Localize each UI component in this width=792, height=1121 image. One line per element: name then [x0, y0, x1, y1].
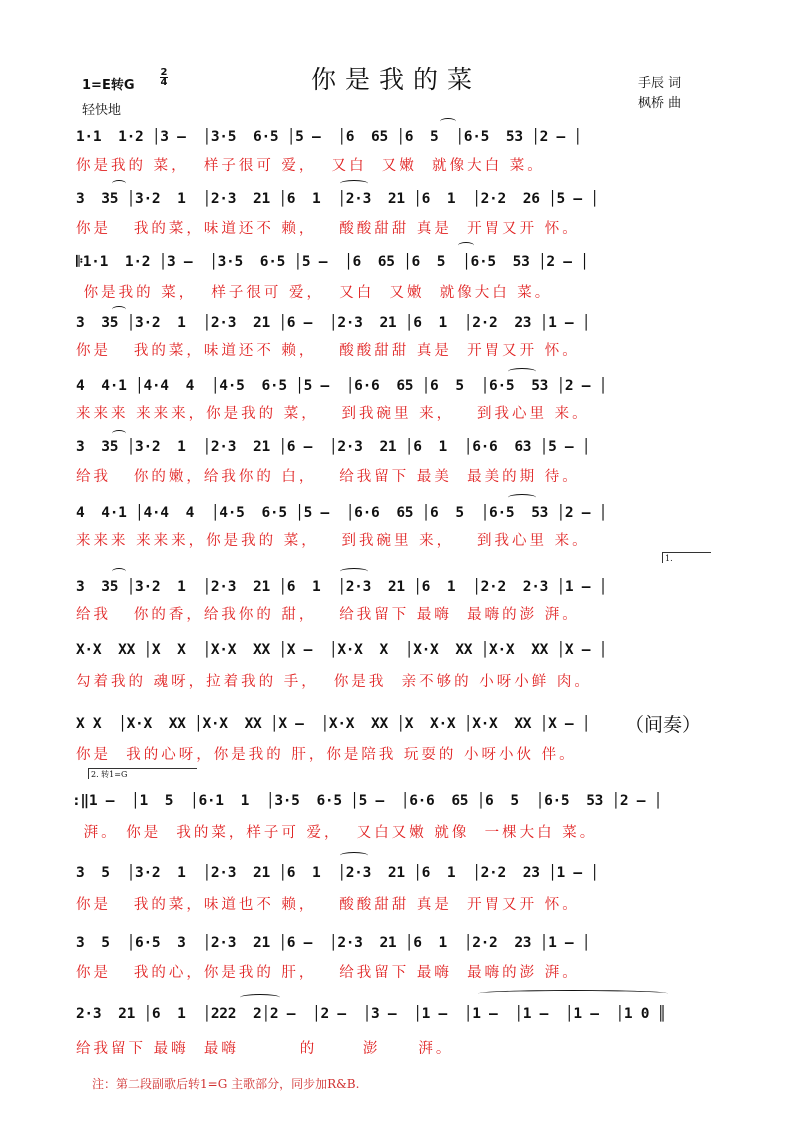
lyric-line-14: 给我留下 最嗨 最嗨 的 澎 湃。	[76, 1041, 454, 1057]
slur-mark	[340, 852, 368, 859]
slur-mark	[340, 180, 368, 187]
lyric-line-1: 你是我的 菜， 样子很可 爱， 又白 又嫩 就像大白 菜。	[76, 158, 545, 174]
notation-line-7: 4 4·1 │4·4 4 │4·5 6·5 │5 – │6·6 65 │6 5 │6·5 53 │2 – │	[76, 505, 608, 521]
slur-mark	[508, 494, 536, 501]
lyric-line-10: 你是 我的心呀，你是我的 肝，你是陪我 玩耍的 小呀小伙 伴。	[76, 747, 577, 763]
notation-line-3: 𝄆1·1 1·2 │3 – │3·5 6·5 │5 – │6 65 │6 5 │6·5 53 │2 – │	[76, 254, 589, 270]
notation-line-10: X X │X·X XX │X·X XX │X – │X·X XX │X X·X │X·X XX │X – │	[76, 716, 591, 732]
notation-line-14: 2·3 21 │6 1 │222 2│2 – │2 – │3 – │1 – │1 – │1 – │1 – │1 0 ║	[76, 1006, 667, 1022]
slur-mark	[440, 118, 456, 125]
lyric-line-3: 你是我的 菜， 样子很可 爱， 又白 又嫩 就像大白 菜。	[76, 285, 553, 301]
lyric-line-2: 你是 我的菜，味道还不 赖， 酸酸甜甜 真是 开胃又开 怀。	[76, 221, 580, 237]
notation-line-4: 3 35 │3·2 1 │2·3 21 │6 – │2·3 21 │6 1 │2·2 23 │1 – │	[76, 315, 591, 331]
key-signature: 1=E转G	[82, 78, 135, 93]
notation-line-2: 3 35 │3·2 1 │2·3 21 │6 1 │2·3 21 │6 1 │2·2 26 │5 – │	[76, 191, 599, 207]
slur-mark	[112, 568, 126, 575]
time-numerator: 2	[160, 67, 168, 78]
first-ending-bracket: 1.	[662, 552, 711, 563]
lyric-line-5: 来来来 来来来，你是我的 菜， 到我碗里 来， 到我心里 来。	[76, 406, 590, 422]
slur-mark	[112, 430, 126, 437]
notation-line-8: 3 35 │3·2 1 │2·3 21 │6 1 │2·3 21 │6 1 │2·2 2·3 │1 – │	[76, 579, 608, 595]
lyric-line-11: 湃。 你是 我的菜，样子可 爱， 又白又嫩 就像 一棵大白 菜。	[76, 825, 598, 841]
footnote: 注：第二段副歌后转1=G 主歌部分，同步加R&B.	[92, 1077, 360, 1091]
song-title: 你是我的菜	[310, 65, 481, 94]
slur-mark	[112, 306, 126, 313]
lyric-line-7: 来来来 来来来，你是我的 菜， 到我碗里 来， 到我心里 来。	[76, 533, 590, 549]
composer-credit: 枫桥 曲	[638, 96, 682, 111]
lyric-line-4: 你是 我的菜，味道还不 赖， 酸酸甜甜 真是 开胃又开 怀。	[76, 343, 580, 359]
second-ending-bracket: 2. 转1=G	[88, 768, 197, 779]
interlude-marking: （间奏）	[625, 714, 702, 736]
slur-mark	[240, 994, 280, 1001]
tempo-marking: 轻快地	[82, 103, 122, 118]
notation-line-6: 3 35 │3·2 1 │2·3 21 │6 – │2·3 21 │6 1 │6·6 63 │5 – │	[76, 439, 591, 455]
notation-line-12: 3 5 │3·2 1 │2·3 21 │6 1 │2·3 21 │6 1 │2·2 23 │1 – │	[76, 865, 599, 881]
lyric-line-12: 你是 我的菜，味道也不 赖， 酸酸甜甜 真是 开胃又开 怀。	[76, 897, 580, 913]
slur-mark	[508, 368, 536, 375]
notation-line-11: :‖1 – │1 5 │6·1 1 │3·5 6·5 │5 – │6·6 65 │6 5 │6·5 53 │2 – │	[72, 793, 663, 809]
lyricist-credit: 手辰 词	[638, 76, 682, 91]
lyric-line-6: 给我 你的嫩，给我你的 白， 给我留下 最美 最美的期 待。	[76, 469, 580, 485]
notation-line-9: X·X XX │X X │X·X XX │X – │X·X X │X·X XX │X·X XX │X – │	[76, 642, 608, 658]
lyric-line-13: 你是 我的心，你是我的 肝， 给我留下 最嗨 最嗨的澎 湃。	[76, 965, 580, 981]
notation-line-1: 1·1 1·2 │3 – │3·5 6·5 │5 – │6 65 │6 5 │6·5 53 │2 – │	[76, 129, 582, 145]
lyric-line-9: 勾着我的 魂呀，拉着我的 手， 你是我 亲不够的 小呀小鲜 肉。	[76, 674, 592, 690]
slur-mark	[112, 180, 126, 187]
lyric-line-8: 给我 你的香，给我你的 甜， 给我留下 最嗨 最嗨的澎 湃。	[76, 607, 580, 623]
time-denominator: 4	[160, 77, 168, 88]
notation-line-13: 3 5 │6·5 3 │2·3 21 │6 – │2·3 21 │6 1 │2·2 23 │1 – │	[76, 935, 591, 951]
notation-line-5: 4 4·1 │4·4 4 │4·5 6·5 │5 – │6·6 65 │6 5 │6·5 53 │2 – │	[76, 378, 608, 394]
slur-mark	[340, 568, 368, 575]
slur-mark	[478, 990, 668, 997]
slur-mark	[458, 242, 474, 249]
